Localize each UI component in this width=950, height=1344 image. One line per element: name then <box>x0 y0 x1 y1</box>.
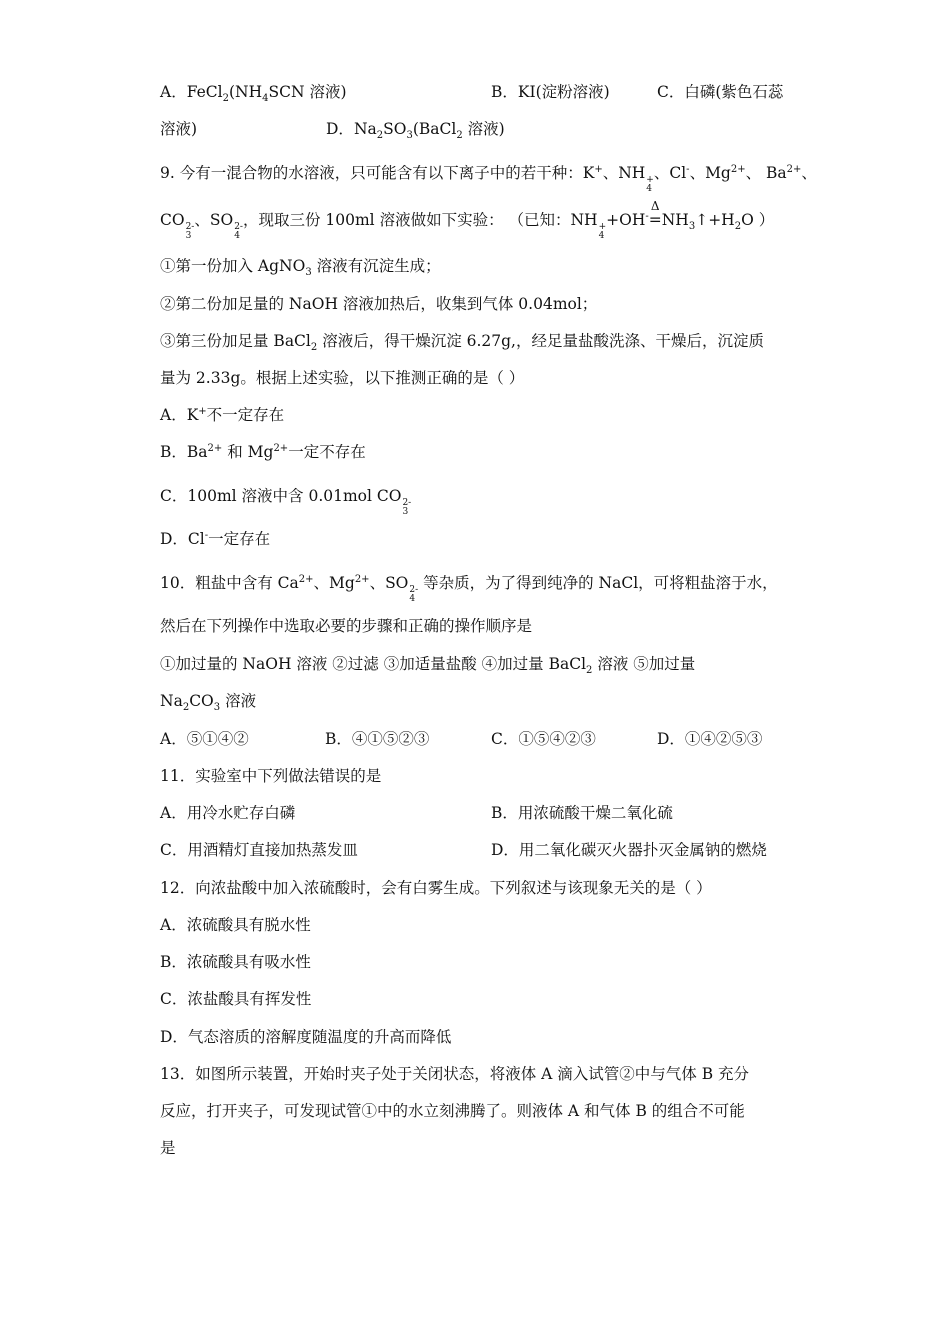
q11-option-c: C．用酒精灯直接加热蒸发皿 <box>160 841 358 859</box>
q9-option-c: C．100ml 溶液中含 0.01mol CO 2- 3 <box>160 487 412 517</box>
q9-option-b: B．$Ba^{2+}$ 和 $Mg^{2+}$一定不存在 <box>160 442 366 461</box>
q11-option-a: A．用冷水贮存白磷 <box>160 804 296 822</box>
q8-option-b: B．KI(淀粉溶液) <box>491 83 610 101</box>
q9-step2: ②第二份加足量的 NaOH 溶液加热后，收集到气体 0.04mol； <box>160 295 598 313</box>
q8-option-a: A．$FeCl_2(NH_4SCN$ 溶液) <box>160 83 347 105</box>
q12-option-b: B．浓硫酸具有吸水性 <box>160 953 311 971</box>
nh4-ion-script: + 4 <box>646 175 654 194</box>
q10-stem-line2: 然后在下列操作中选取必要的步骤和正确的操作顺序是 <box>160 617 533 635</box>
q11-option-b: B．用浓硫酸干燥二氧化硫 <box>491 804 673 822</box>
q9-step3-cont: 量为 2.33g。根据上述实验，以下推测正确的是（ ） <box>160 369 525 387</box>
q8-option-c: C．白磷(紫色石蕊 <box>657 83 784 101</box>
q13-stem-line3: 是 <box>160 1139 176 1157</box>
q9-stem-line1: 9. 今有一混合物的水溶液，只可能含有以下离子中的若干种：K+、NH + 4 、Cl-、$Mg^{2+}$、 $Ba^{2+}$、 <box>160 163 817 194</box>
q9-option-d: D．Cl-一定存在 <box>160 529 271 548</box>
so4-ion-script: 2- 4 <box>234 222 243 241</box>
q10-option-a: A．⑤①④② <box>160 730 249 748</box>
q9-step3: ③第三份加足量 BaCl$_2$ 溶液后，得干燥沉淀 6.27g,，经足量盐酸洗涤、干燥后，沉淀质 <box>160 332 764 354</box>
q10-operations: ①加过量的 NaOH 溶液 ②过滤 ③加适量盐酸 ④加过量 BaCl$_2$ 溶液 ⑤加过量 <box>160 655 696 677</box>
q10-operations-cont: $Na_2CO_3$ 溶液 <box>160 692 257 714</box>
q11-stem: 11．实验室中下列做法错误的是 <box>160 767 382 785</box>
q12-option-c: C．浓盐酸具有挥发性 <box>160 990 312 1008</box>
q10-option-c: C．①⑤④②③ <box>491 730 596 748</box>
heat-equals-sign: Δ = <box>648 199 662 229</box>
q13-stem-line2: 反应，打开夹子，可发现试管①中的水立刻沸腾了。则液体 A 和气体 B 的组合不可能 <box>160 1102 745 1120</box>
q10-option-d: D．①④②⑤③ <box>657 730 763 748</box>
q12-option-a: A．浓硫酸具有脱水性 <box>160 916 311 934</box>
q10-option-b: B．④①⑤②③ <box>325 730 430 748</box>
q8-option-c-wrap: 溶液) <box>160 120 198 138</box>
so4-q10-script: 2- 4 <box>409 585 419 604</box>
q9-step1: ①第一份加入 AgNO$_3$ 溶液有沉淀生成； <box>160 257 441 279</box>
q12-stem: 12．向浓盐酸中加入浓硫酸时，会有白雾生成。下列叙述与该现象无关的是（ ） <box>160 879 712 897</box>
q12-option-d: D．气态溶质的溶解度随温度的升高而降低 <box>160 1028 452 1046</box>
q8-option-d: D．$Na_2SO_3(BaCl_2$ 溶液) <box>326 120 505 142</box>
co3-ion-script: 2- 3 <box>185 222 195 241</box>
q9-option-a: A．K+不一定存在 <box>160 405 285 424</box>
co3-option-script: 2- 3 <box>402 498 412 517</box>
q13-stem-line1: 13．如图所示装置，开始时夹子处于关闭状态，将液体 A 滴入试管②中与气体 B 充分 <box>160 1065 750 1083</box>
q11-option-d: D．用二氧化碳灭火器扑灭金属钠的燃烧 <box>491 841 767 859</box>
q9-stem-line2: CO 2- 3 、SO 2- 4 ，现取三份 100ml 溶液做如下实验： （已知：NH + 4 +OH- Δ $=NH_3↑+H_2O$ ） <box>160 199 775 241</box>
nh4-eq-script: + 4 <box>598 222 607 241</box>
q10-stem-line1: 10．粗盐中含有 $Ca^{2+}$、$Mg^{2+}$、SO 2- 4 等杂质，为了得到纯净的 NaCl，可将粗盐溶于水， <box>160 573 778 604</box>
